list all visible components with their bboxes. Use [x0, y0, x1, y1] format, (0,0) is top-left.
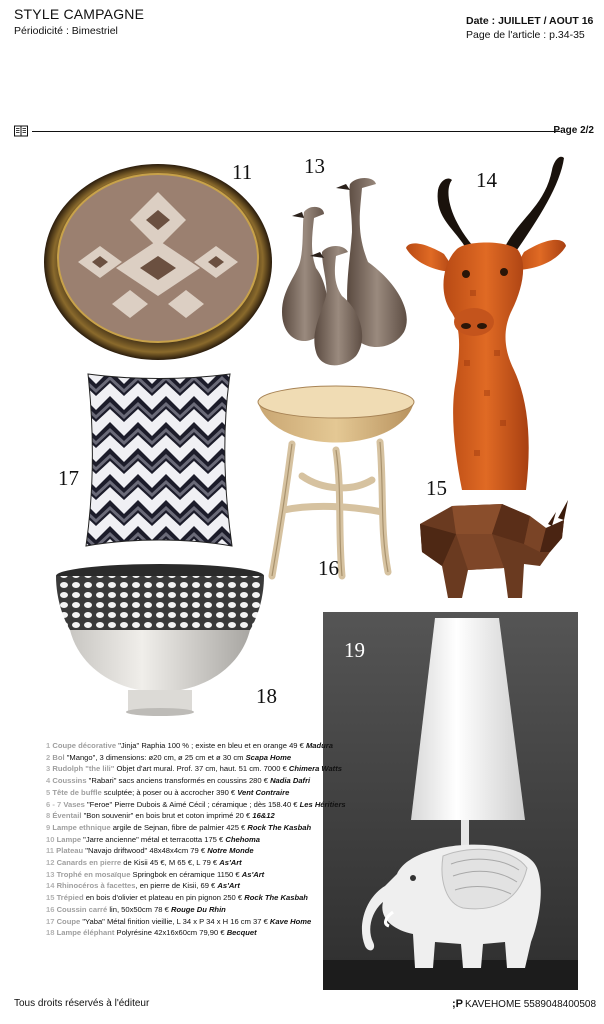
rule-line — [32, 131, 560, 132]
header-left — [14, 6, 144, 37]
credit-line: 3 Rudolph "the lili" Objet d'art mural. Prof. 37 cm, haut. 51 cm. 7000 € Chimera Watts — [46, 764, 342, 774]
product-number-15: 15 — [426, 476, 447, 500]
source-logo-icon: ;P — [452, 998, 463, 1010]
product-number-19: 19 — [344, 638, 365, 662]
issue-date: Date : JUILLET / AOUT 16 — [466, 15, 594, 27]
credit-line: 18 Lampe éléphant Polyrésine 42x16x60cm 79,90 € Becquet — [46, 928, 257, 938]
page-number: Page 2/2 — [553, 125, 594, 136]
chevron-cushion-image — [82, 370, 236, 550]
credit-line: 15 Trépied en bois d'olivier et plateau en pin pignon 250 € Rock The Kasbah — [46, 893, 308, 903]
product-number-17: 17 — [58, 466, 79, 490]
credit-line: 8 Éventail "Bon souvenir" en bois brut et coton imprimé 20 € 16&12 — [46, 811, 275, 821]
credit-line: 5 Tête de buffle sculptée; à poser ou à accrocher 390 € Vent Contraire — [46, 787, 290, 797]
product-number-18: 18 — [256, 684, 277, 708]
publication-title: STYLE CAMPAGNE — [14, 6, 145, 22]
elephant-lamp-photo — [323, 612, 578, 990]
credit-line: 10 Lampe "Jarre ancienne" métal et terracotta 175 € Chehoma — [46, 834, 260, 844]
header-right — [466, 14, 593, 42]
credit-line: 12 Canards en pierre de Kisii 45 €, M 65 €, L 79 € As'Art — [46, 858, 242, 868]
credit-line: 4 Coussins "Rabari" sacs anciens transformés en coussins 280 € Nadia Dafri — [46, 776, 311, 786]
tripod-stool-image — [252, 380, 420, 582]
product-number-14: 14 — [476, 168, 497, 192]
credit-line: 6 - 7 Vases "Feroe" Pierre Dubois & Aimé Cécil ; céramique ; dès 158.40 € Les Héritiers — [46, 799, 346, 809]
product-number-11: 11 — [232, 160, 253, 184]
product-number-16: 16 — [318, 556, 339, 580]
antelope-trophy-image — [404, 150, 584, 494]
credit-line: 14 Rhinocéros à facettes, en pierre de Kisii, 69 € As'Art — [46, 881, 240, 891]
credit-line: 9 Lampe ethnique argile de Sejnan, fibre de palmier 425 € Rock The Kasbah — [46, 822, 312, 832]
page-rule — [14, 124, 594, 140]
credit-line: 1 Coupe décorative "Jinja" Raphia 100 % ; existe en bleu et en orange 49 € Madura — [46, 741, 333, 750]
credit-line: 16 Coussin carré lin, 50x50cm 78 € Rouge Du Rhin — [46, 904, 226, 914]
product-number-13: 13 — [304, 154, 325, 178]
yaba-bowl-image — [46, 560, 274, 720]
article-page: Page de l'article : p.34-35 — [466, 29, 585, 41]
elephant-lamp-image — [323, 612, 578, 990]
source-reference: ;P KAVEHOME 5589048400508 — [452, 998, 597, 1010]
book-icon — [14, 125, 28, 137]
credit-line: 13 Trophé en mosaïque Springbok en céramique 1150 € As'Art — [46, 869, 265, 879]
rights-notice: Tous droits réservés à l'éditeur — [14, 998, 150, 1009]
product-credits — [46, 740, 346, 939]
faceted-rhino-image — [412, 494, 568, 606]
credit-line: 2 Bol "Mango", 3 dimensions: ø20 cm, ø 25 cm et ø 30 cm Scapa Home — [46, 752, 292, 762]
credit-line: 17 Coupe "Yaba" Métal finition vieillie, L 34 x P 34 x H 16 cm 37 € Kave Home — [46, 916, 312, 926]
periodicity: Périodicité : Bimestriel — [14, 25, 118, 37]
credit-line: 11 Plateau "Navajo driftwood" 48x48x4cm 79 € Notre Monde — [46, 846, 254, 856]
stone-ducks-image — [276, 172, 416, 372]
